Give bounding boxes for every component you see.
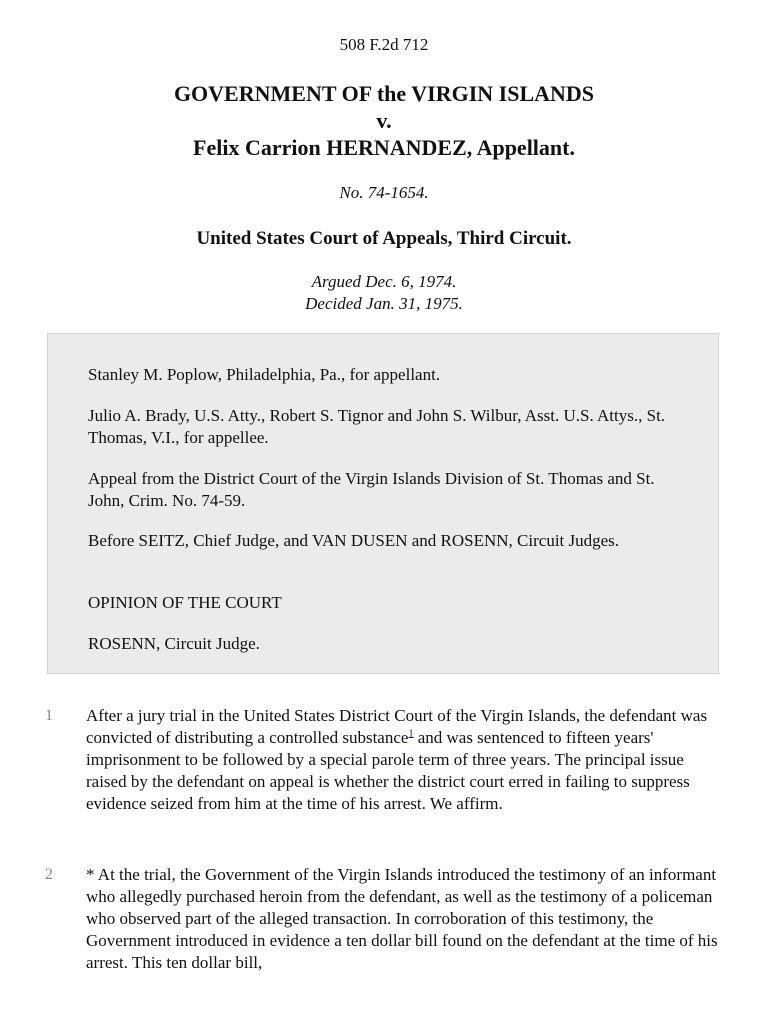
paragraph-number: 2 [45,866,53,883]
appellee-counsel: Julio A. Brady, U.S. Atty., Robert S. Tignor and John S. Wilbur, Asst. U.S. Attys., St. Thomas, V.I., for appellee. [88,406,666,447]
paragraph-text: * At the trial, the Government of the Virgin Islands introduced the testimony of an informant who allegedly purchased heroin from the defendant, as well as the testimony of a policeman who observed part of the alleged transaction. In corroboration of this testimony, the Government introduced in evidence a ten dollar bill found on the defendant at the time of his arrest. This ten dollar bill, [86,865,718,972]
paragraph-text-part: After a jury trial in the United States District Court of the Virgin Islands, the defendant was convicted of distributing a controlled substance [86,706,708,747]
appeal-from: Appeal from the District Court of the Virgin Islands Division of St. Thomas and St. John, Crim. No. 74-59. [88,469,655,510]
defendant-name: Felix Carrion HERNANDEZ, Appellant. [193,135,575,160]
case-dates [0,271,768,315]
appellant-counsel: Stanley M. Poplow, Philadelphia, Pa., for appellant. [88,365,441,384]
docket-number: No. 74-1654. [339,183,429,202]
case-caption [0,80,768,161]
plaintiff-name: GOVERNMENT OF the VIRGIN ISLANDS [173,81,595,106]
panel-judges: Before SEITZ, Chief Judge, and VAN DUSEN and ROSENN, Circuit Judges. [88,531,620,550]
court-name: United States Court of Appeals, Third Circuit. [196,228,572,249]
argued-date: Argued Dec. 6, 1974. [311,272,457,291]
footnote-link[interactable]: 1 [408,728,414,740]
paragraph-number: 1 [45,707,53,724]
decided-date: Decided Jan. 31, 1975. [305,294,463,313]
case-citation: 508 F.2d 712 [339,35,429,54]
opinion-author: ROSENN, Circuit Judge. [88,634,260,653]
paragraph-text-part: and was sentenced to fifteen years' imprisonment to be followed by a special parole term of three years. The principal issue raised by the defendant on appeal is whether the district court erred in failing to suppress evidence seized from him at the time of his arrest. We affirm. [86,728,690,813]
headnote-box [47,333,719,674]
paragraph-text [86,705,726,815]
opinion-heading: OPINION OF THE COURT [88,593,282,612]
versus-label: v. [376,108,392,133]
